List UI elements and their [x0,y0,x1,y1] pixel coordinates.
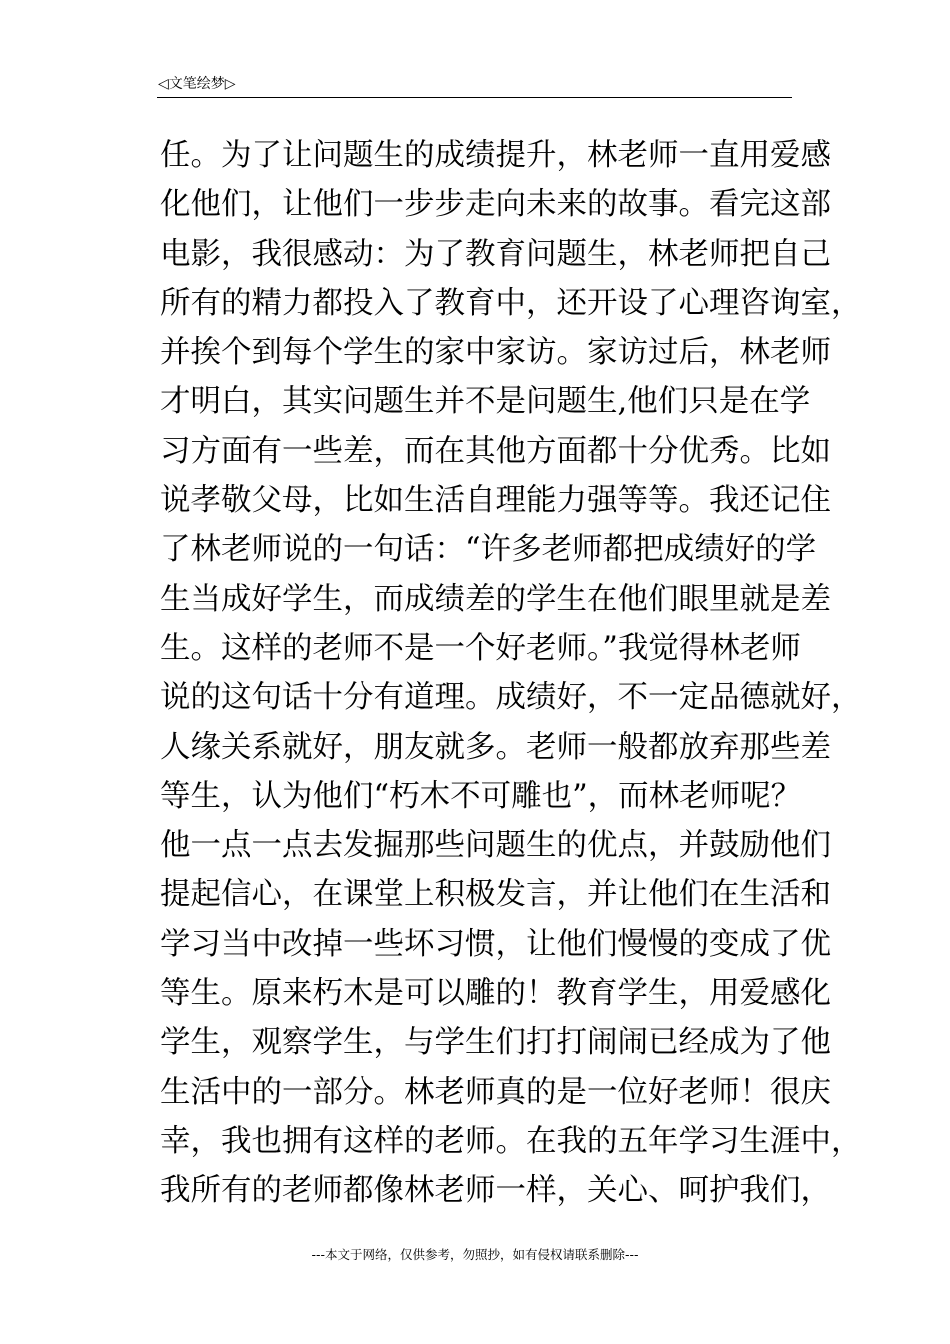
body-line: 生。这样的老师不是一个好老师。”我觉得林老师 [160,630,801,666]
body-line: 并挨个到每个学生的家中家访。家访过后，林老师 [160,335,831,371]
body-line: 习方面有一些差，而在其他方面都十分优秀。比如 [160,433,831,469]
body-line: 提起信心，在课堂上积极发言，并让他们在生活和 [160,877,831,913]
body-line: 等生，认为他们“朽木不可雕也”，而林老师呢？ [160,778,802,814]
page-header-title: ◁文笔绘梦▷ [158,76,236,92]
document-body [160,131,862,1216]
body-line: 任。为了让问题生的成绩提升，林老师一直用爱感 [160,138,831,173]
body-line: 学生，观察学生，与学生们打打闹闹已经成为了他 [160,1025,831,1061]
body-line: 了林老师说的一句话：“许多老师都把成绩好的学 [160,532,817,568]
body-line: 等生。原来朽木是可以雕的！教育学生，用爱感化 [160,976,831,1012]
body-line: 说孝敬父母，比如生活自理能力强等等。我还记住 [160,483,831,519]
body-line: 我所有的老师都像林老师一样，关心、呵护我们， [160,1173,831,1209]
body-line: 生当成好学生，而成绩差的学生在他们眼里就是差 [160,581,831,617]
body-line: 电影，我很感动：为了教育问题生，林老师把自己 [160,236,831,272]
header-divider [157,97,792,98]
body-line: 人缘关系就好，朋友就多。老师一般都放弃那些差 [160,729,831,765]
page-footer-disclaimer: ---本文于网络，仅供参考，勿照抄，如有侵权请联系删除--- [311,1247,639,1262]
body-line: 说的这句话十分有道理。成绩好，不一定品德就好， [160,680,862,716]
body-line: 学习当中改掉一些坏习惯，让他们慢慢的变成了优 [160,926,831,962]
body-line: 才明白，其实问题生并不是问题生,他们只是在学 [160,384,811,420]
body-line: 幸，我也拥有这样的老师。在我的五年学习生涯中， [160,1123,862,1159]
body-line: 化他们，让他们一步步走向未来的故事。看完这部 [160,187,831,223]
body-line: 所有的精力都投入了教育中，还开设了心理咨询室， [160,285,862,321]
body-line: 他一点一点去发掘那些问题生的优点，并鼓励他们 [160,828,831,864]
body-line: 生活中的一部分。林老师真的是一位好老师！很庆 [160,1074,831,1110]
